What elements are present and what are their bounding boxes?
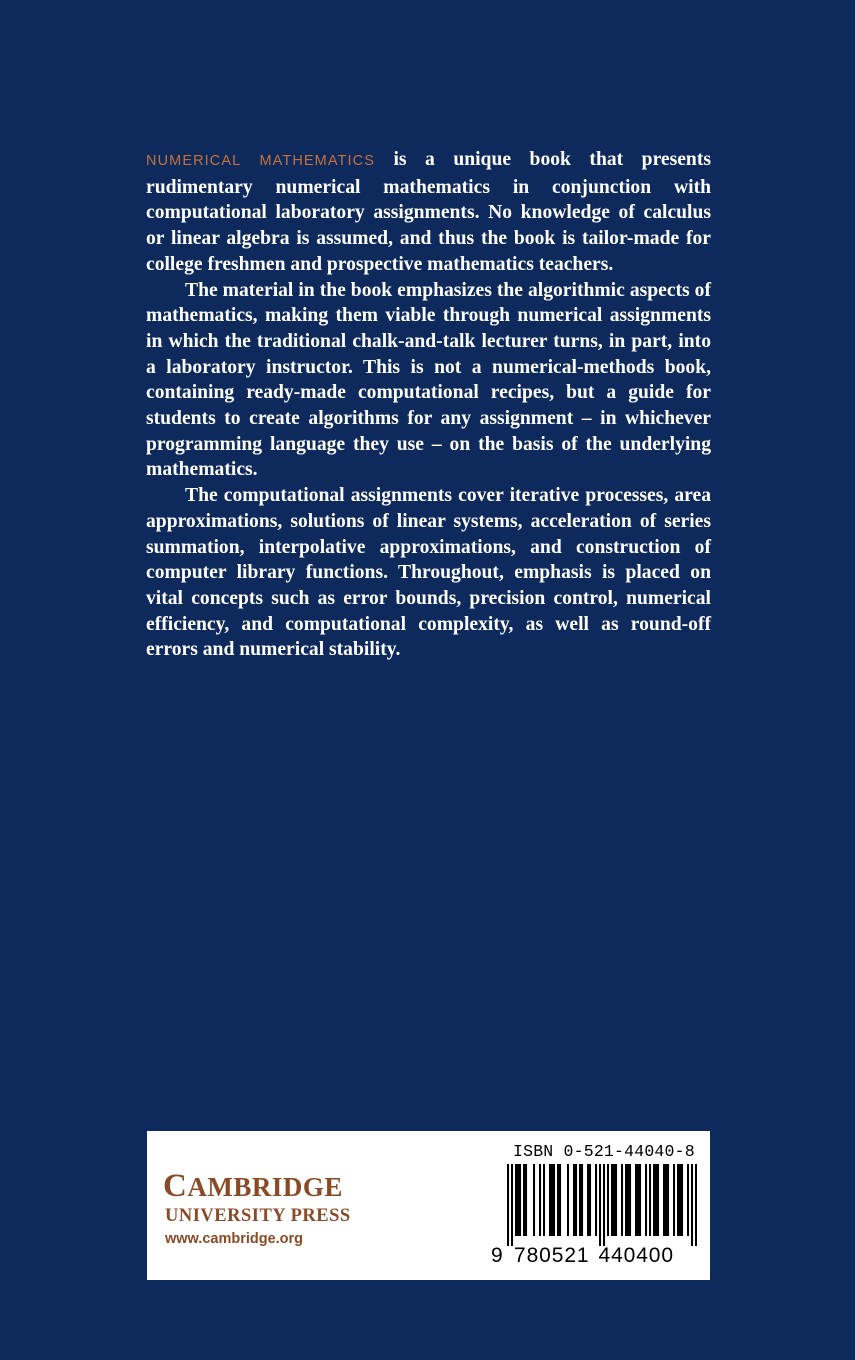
blurb-paragraph-2: The material in the book emphasizes the algorithmic aspects of mathematics, making them viable through numerical assignments in which the traditional chalk-and-talk lecturer turns, in part, into a laboratory instructor. This is not a numerical-methods book, containing ready-made computational recipes, but a guide for students to create algorithms for any assignment – in whichever programming language they use – on the basis of the underlying mathematics. (146, 279, 711, 481)
barcode-bar (573, 1164, 575, 1236)
barcode-bar (665, 1164, 667, 1236)
barcode-bar (645, 1164, 647, 1236)
barcode-bar (649, 1164, 651, 1236)
barcode-bar (655, 1164, 657, 1236)
ean-left-group: 780521 (514, 1244, 590, 1267)
ean-first-digit: 9 (491, 1244, 503, 1267)
barcode-bar (663, 1164, 665, 1236)
book-title-caps: NUMERICAL MATHEMATICS (146, 153, 375, 169)
barcode-bar (677, 1164, 679, 1236)
barcode-bar (525, 1164, 527, 1236)
barcode-bar (613, 1164, 615, 1236)
barcode-bar (581, 1164, 583, 1236)
barcode-bar (539, 1164, 541, 1236)
barcode-bar (511, 1164, 513, 1246)
barcode-bar (543, 1164, 545, 1236)
isbn-label: ISBN 0-521-44040-8 (513, 1142, 695, 1161)
barcode-bar (635, 1164, 637, 1236)
barcode-bar (603, 1164, 605, 1246)
barcode-bar (695, 1164, 697, 1246)
barcode-bar (553, 1164, 555, 1236)
barcode-bar (549, 1164, 551, 1236)
blurb-paragraph-3: The computational assignments cover iterative processes, area approximations, solutions of linear systems, acceleration of series summation, interpolative approximations, and construction of computer library functions. Throughout, emphasis is placed on vital concepts such as error bounds, precision control, numerical efficiency, and computational complexity, as well as round-off errors and numerical stability. (146, 485, 711, 661)
barcode-bar (653, 1164, 655, 1236)
publisher-name-rest: AMBRIDGE (187, 1172, 343, 1202)
publisher-name-initial: C (163, 1168, 188, 1204)
cover-blurb (146, 147, 711, 663)
barcode-bar (567, 1164, 569, 1236)
publisher-subtitle: UNIVERSITY PRESS (165, 1206, 351, 1226)
barcode-bar (627, 1164, 629, 1236)
barcode-bar (575, 1164, 577, 1236)
blurb-paragraph-1 (146, 147, 711, 278)
barcode-bar (599, 1164, 601, 1246)
barcode-icon (507, 1164, 697, 1246)
barcode-bar (691, 1164, 693, 1246)
barcode-bar (687, 1164, 689, 1236)
barcode-bar (551, 1164, 553, 1236)
barcode-bar (679, 1164, 681, 1236)
barcode-bar (621, 1164, 623, 1236)
barcode-bar (595, 1164, 597, 1236)
barcode-bar (625, 1164, 627, 1236)
barcode-bar (629, 1164, 631, 1236)
barcode-bar (579, 1164, 581, 1236)
publisher-logo-wordmark (163, 1170, 343, 1203)
barcode-bar (507, 1164, 509, 1246)
publisher-barcode-panel (147, 1131, 710, 1280)
barcode-bar (519, 1164, 521, 1236)
barcode-bar (607, 1164, 609, 1236)
barcode-digits (491, 1244, 703, 1268)
barcode-bar (615, 1164, 617, 1236)
barcode-bar (657, 1164, 659, 1236)
barcode-bar (681, 1164, 683, 1236)
barcode-bar (559, 1164, 561, 1236)
barcode-bar (639, 1164, 641, 1236)
barcode-bar (637, 1164, 639, 1236)
barcode-bar (523, 1164, 525, 1236)
barcode-bar (667, 1164, 669, 1236)
publisher-website: www.cambridge.org (165, 1231, 304, 1247)
barcode-bar (517, 1164, 519, 1236)
blurb-paragraph-1-text: is a unique book that presents rudimentary numerical mathematics in conjunction with computational laboratory assignments. No knowledge of calculus or linear algebra is assumed, and thus the book is tailor-made for college freshmen and prospective mathematics teachers. (146, 149, 711, 275)
barcode-bar (557, 1164, 559, 1236)
barcode-bar (587, 1164, 589, 1236)
barcode-bar (589, 1164, 591, 1236)
barcode-bar (515, 1164, 517, 1236)
barcode-bar (673, 1164, 675, 1236)
barcode-bar (611, 1164, 613, 1236)
ean-right-group: 440400 (598, 1244, 674, 1267)
barcode-bar (533, 1164, 535, 1236)
